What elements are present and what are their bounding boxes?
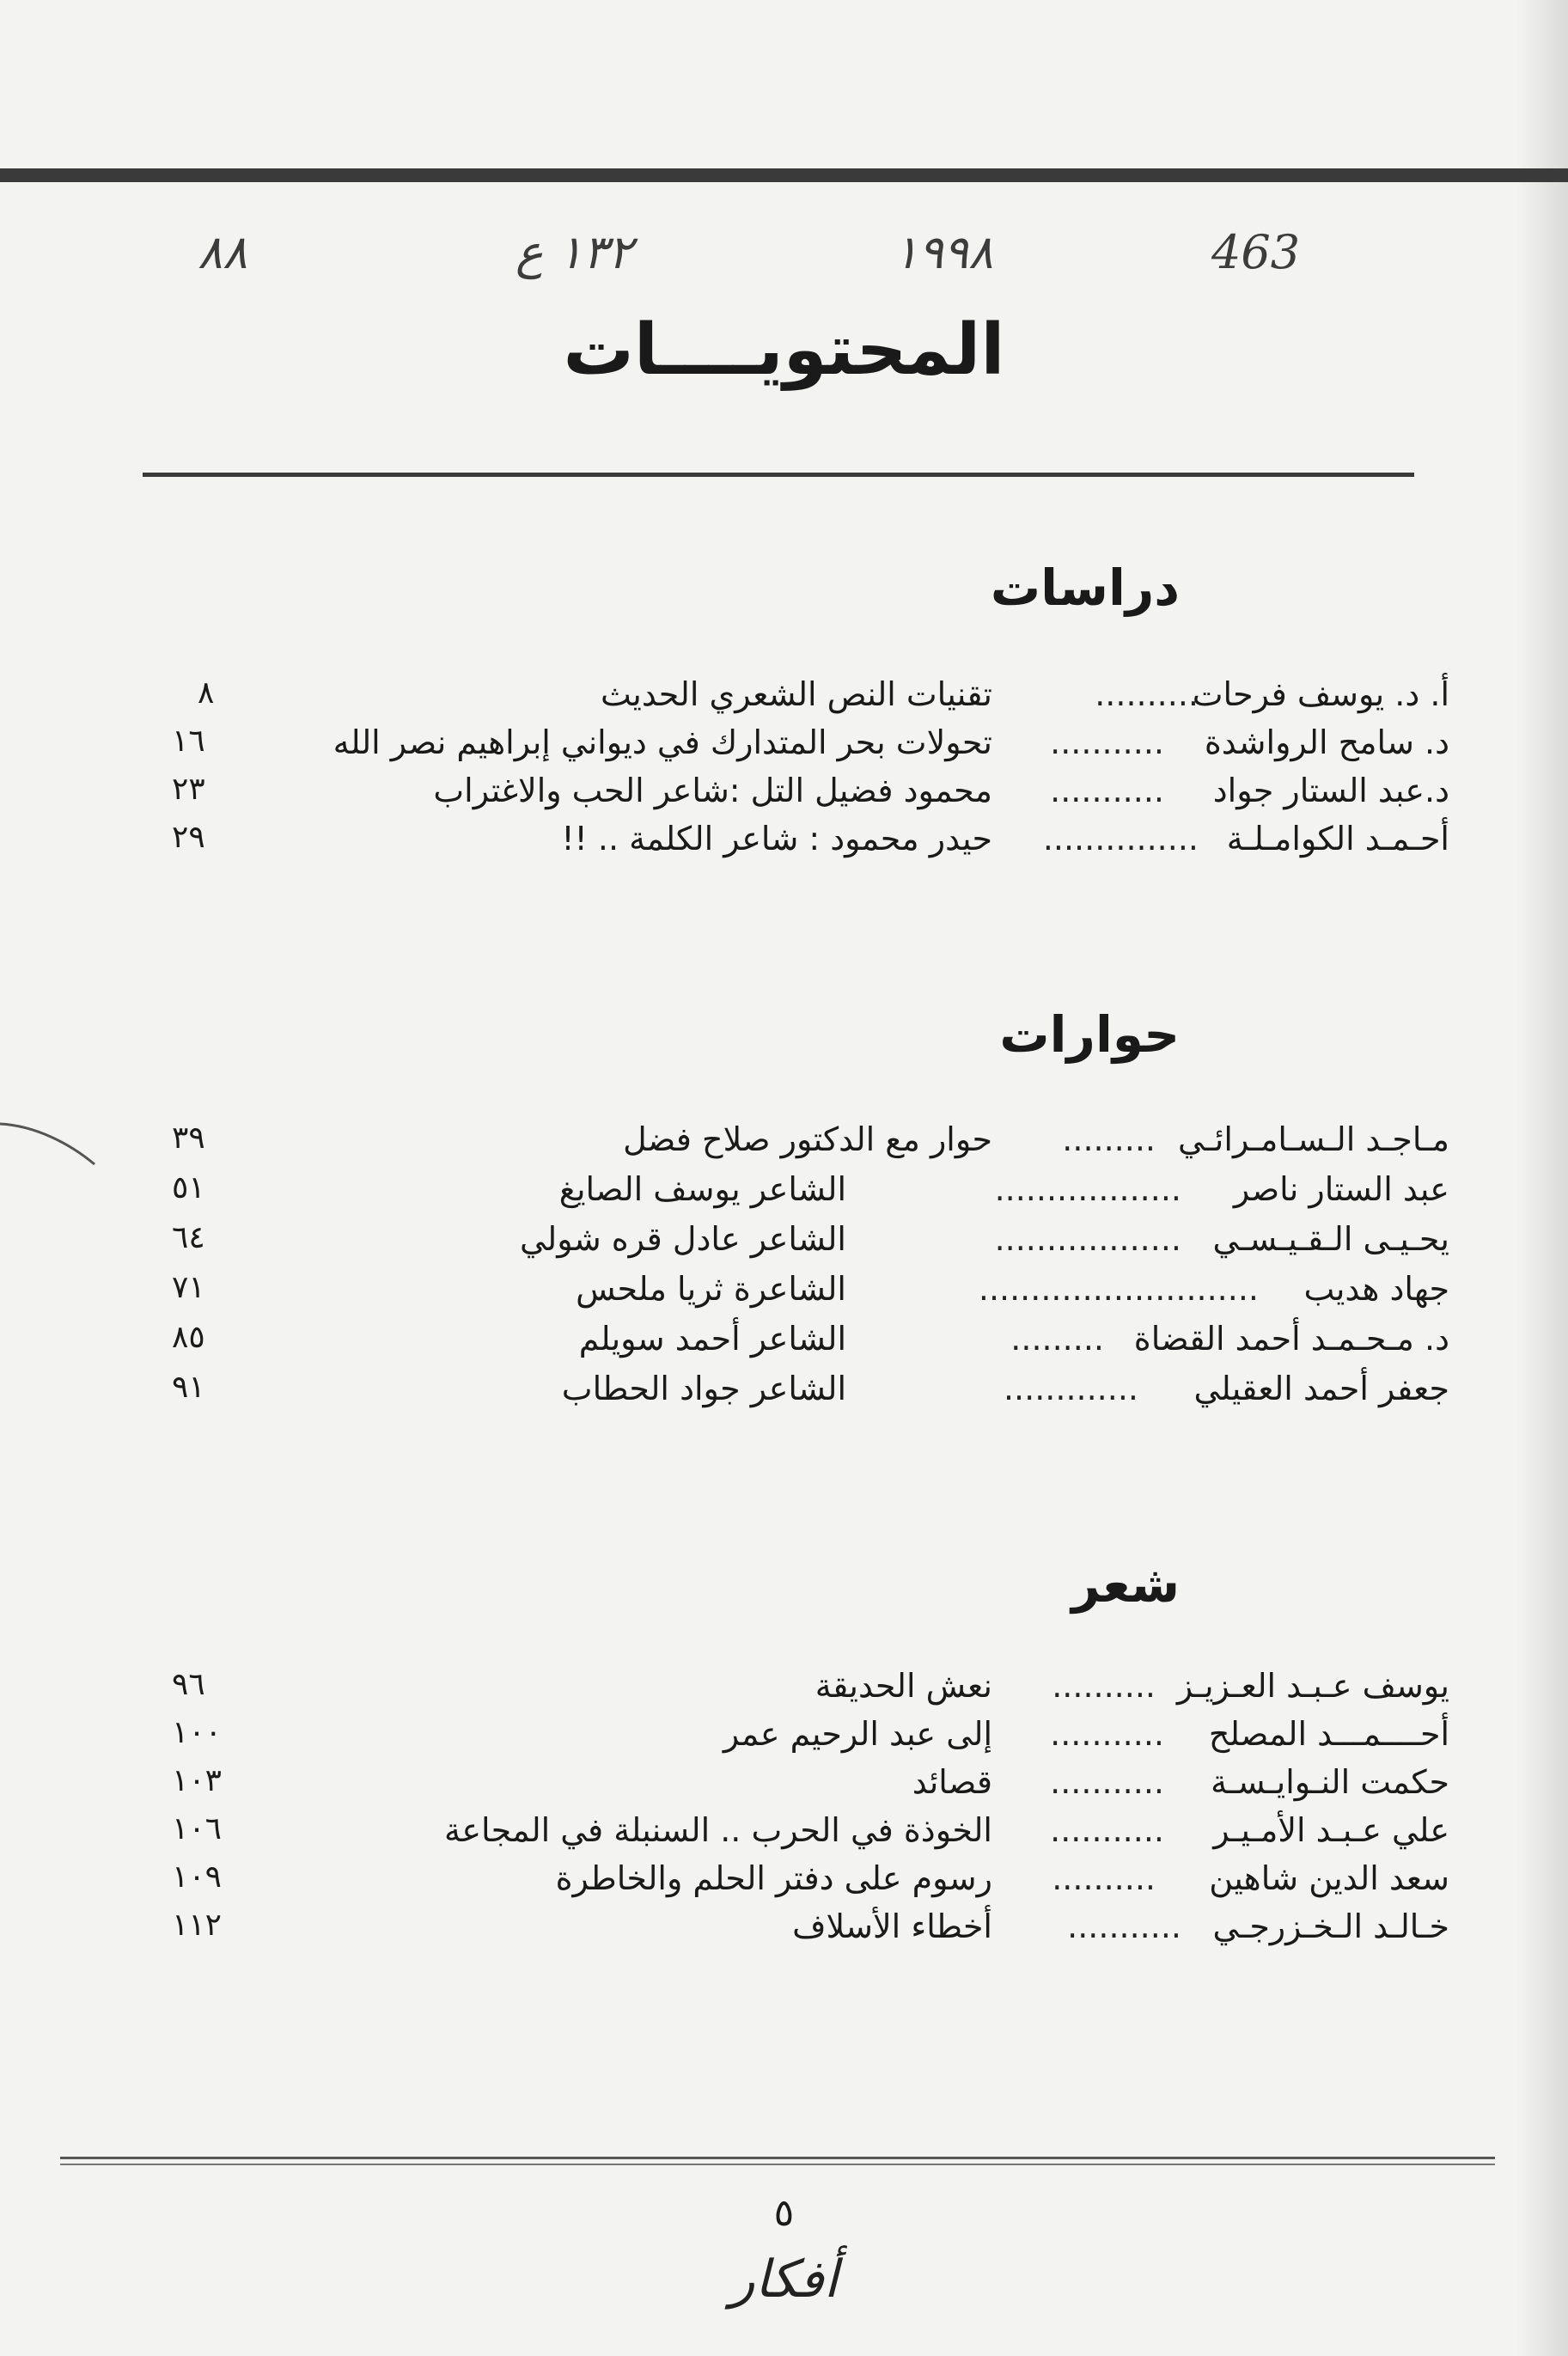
entry-page-number: ٢٩ — [172, 820, 205, 855]
entry-leader-dots: ............. — [1003, 1370, 1138, 1407]
handwritten-note-code: ١٣٢ ع — [516, 225, 633, 279]
entry-author: جعفر أحمد العقيلي — [1193, 1370, 1449, 1407]
toc-entry[interactable] — [0, 1220, 1568, 1270]
entry-page-number: ١٠٩ — [172, 1859, 223, 1895]
page-number: ٥ — [773, 2191, 795, 2235]
entry-author: د. مـحـمـد أحمد القضاة — [1133, 1320, 1449, 1358]
entry-title: حوار مع الدكتور صلاح فضل — [623, 1120, 992, 1158]
entry-title: الشاعرة ثريا ملحس — [576, 1270, 846, 1308]
entry-title: رسوم على دفتر الحلم والخاطرة — [555, 1859, 992, 1897]
entry-author: حكمت النـوايـسـة — [1211, 1763, 1449, 1801]
toc-entry[interactable] — [0, 1370, 1568, 1419]
entry-title: تحولات بحر المتدارك في ديواني إبراهيم نصر الله — [333, 723, 992, 761]
entry-leader-dots: ........... — [1067, 1907, 1181, 1945]
bottom-rule-thin — [60, 2164, 1495, 2165]
handwritten-note-year: ١٩٩٨ — [894, 225, 994, 279]
entry-leader-dots: .................. — [994, 1220, 1181, 1258]
entry-page-number: ٣٩ — [172, 1120, 205, 1156]
entry-title: الشاعر جواد الحطاب — [561, 1370, 846, 1407]
entry-page-number: ٨٥ — [172, 1320, 205, 1355]
toc-entry[interactable] — [0, 1859, 1568, 1909]
toc-entry[interactable] — [0, 1667, 1568, 1717]
toc-entry[interactable] — [0, 772, 1568, 821]
entry-author: خـالـد الـخـزرجـي — [1212, 1907, 1449, 1945]
entry-author: يحـيـى الـقـيـسـي — [1212, 1220, 1449, 1258]
entry-author: يوسف عـبـد العـزيـز — [1176, 1667, 1449, 1705]
entry-leader-dots: ........... — [1050, 1763, 1164, 1801]
title-rule — [143, 473, 1414, 477]
entry-leader-dots: ............... — [1042, 820, 1199, 858]
entry-leader-dots: .......... — [1095, 675, 1199, 713]
toc-entry[interactable] — [0, 1170, 1568, 1220]
entry-page-number: ١٠٦ — [172, 1811, 223, 1846]
entry-page-number: ٨ — [198, 675, 215, 711]
toc-entry[interactable] — [0, 675, 1568, 725]
toc-entry[interactable] — [0, 1907, 1568, 1957]
entry-title: الشاعر يوسف الصايغ — [558, 1170, 846, 1208]
entry-page-number: ٦٤ — [172, 1220, 205, 1255]
entry-title: تقنيات النص الشعري الحديث — [600, 675, 992, 713]
entry-title: محمود فضيل التل :شاعر الحب والاغتراب — [433, 772, 992, 809]
toc-entry[interactable] — [0, 1120, 1568, 1170]
entry-page-number: ٢٣ — [172, 772, 205, 807]
pen-stroke-mark — [0, 1117, 103, 1169]
entry-author: أحــــمـــد المصلح — [1208, 1715, 1449, 1753]
toc-entry[interactable] — [0, 1811, 1568, 1861]
entry-leader-dots: ........... — [1050, 1811, 1164, 1849]
toc-entry[interactable] — [0, 1763, 1568, 1813]
entry-title: قصائد — [912, 1763, 992, 1801]
entry-author: سعد الدين شاهين — [1209, 1859, 1449, 1897]
entry-author: جهاد هديب — [1303, 1270, 1449, 1308]
entry-author: د. سامح الرواشدة — [1204, 723, 1449, 761]
top-rule — [0, 168, 1568, 182]
entry-page-number: ٩١ — [172, 1370, 205, 1405]
entry-title: الشاعر أحمد سويلم — [578, 1320, 846, 1358]
toc-entry[interactable] — [0, 1270, 1568, 1320]
handwritten-note-left: ٨٨ — [198, 225, 248, 279]
page-title: المحتويــــات — [563, 309, 1005, 391]
entry-author: أحـمـد الكوامـلـة — [1226, 820, 1449, 858]
entry-leader-dots: ........... — [1050, 723, 1164, 761]
entry-title: الشاعر عادل قره شولي — [519, 1220, 846, 1258]
entry-page-number: ٩٦ — [172, 1667, 205, 1702]
section-heading-poetry: شعر — [1071, 1555, 1180, 1614]
entry-author: عبد الستار ناصر — [1233, 1170, 1449, 1208]
entry-leader-dots: ........................... — [978, 1270, 1259, 1308]
entry-title: أخطاء الأسلاف — [792, 1907, 992, 1945]
entry-page-number: ١٠٣ — [172, 1763, 223, 1798]
entry-author: علي عـبـد الأمـيـر — [1213, 1811, 1449, 1849]
entry-leader-dots: .......... — [1052, 1859, 1156, 1897]
entry-leader-dots: .......... — [1052, 1667, 1156, 1705]
toc-entry[interactable] — [0, 1715, 1568, 1765]
entry-leader-dots: ......... — [1062, 1120, 1156, 1158]
entry-page-number: ٧١ — [172, 1270, 205, 1305]
entry-page-number: ١١٢ — [172, 1907, 223, 1943]
section-heading-studies: دراسات — [990, 558, 1180, 617]
entry-title: إلى عبد الرحيم عمر — [723, 1715, 992, 1753]
entry-title: نعش الحديقة — [815, 1667, 992, 1705]
entry-author: مـاجـد الـسـامـرائـي — [1178, 1120, 1449, 1158]
entry-title: الخوذة في الحرب .. السنبلة في المجاعة — [443, 1811, 992, 1849]
toc-entry[interactable] — [0, 1320, 1568, 1370]
section-heading-interviews: حوارات — [999, 1005, 1180, 1064]
entry-title: حيدر محمود : شاعر الكلمة .. !! — [561, 820, 992, 858]
handwritten-note-number: 463 — [1211, 225, 1301, 279]
entry-page-number: ١٦ — [172, 723, 205, 759]
entry-author: أ. د. يوسف فرحات — [1192, 675, 1449, 713]
bottom-rule — [60, 2157, 1495, 2159]
entry-leader-dots: .................. — [994, 1170, 1181, 1208]
entry-page-number: ١٠٠ — [172, 1715, 223, 1750]
entry-leader-dots: ......... — [1010, 1320, 1104, 1358]
entry-leader-dots: ........... — [1050, 1715, 1164, 1753]
entry-author: د.عبد الستار جواد — [1212, 772, 1449, 809]
toc-entry[interactable] — [0, 723, 1568, 773]
entry-leader-dots: ........... — [1050, 772, 1164, 809]
toc-entry[interactable] — [0, 820, 1568, 870]
entry-page-number: ٥١ — [172, 1170, 205, 1205]
magazine-logo: أفكار — [729, 2249, 839, 2310]
